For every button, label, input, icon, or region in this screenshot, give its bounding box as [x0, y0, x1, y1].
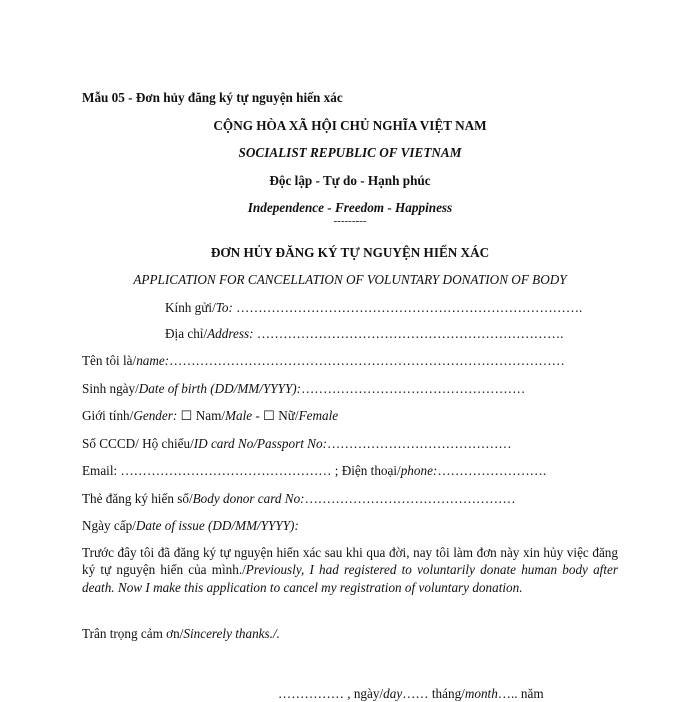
date-line[interactable]: …………… , ngày/day…… tháng/month….. năm: [278, 686, 544, 701]
closing-line: Trân trọng cảm ơn/Sincerely thanks./.: [82, 626, 280, 641]
field-date-of-birth[interactable]: Sinh ngày/Date of birth (DD/MM/YYYY):……………………………………………: [82, 381, 526, 396]
field-date-of-issue[interactable]: Ngày cấp/Date of issue (DD/MM/YYYY):: [82, 518, 299, 533]
field-address[interactable]: Địa chỉ/Address: …………………………………………………………….: [165, 326, 564, 341]
field-name[interactable]: Tên tôi là/name:………………………………………………………………………………: [82, 353, 565, 368]
national-name-en: SOCIALIST REPUBLIC OF VIETNAM: [238, 145, 462, 160]
motto-vi: Độc lập - Tự do - Hạnh phúc: [269, 173, 431, 188]
national-name-vi: CỘNG HÒA XÃ HỘI CHỦ NGHĨA VIỆT NAM: [213, 118, 487, 133]
form-code: Mẫu 05 - Đơn hủy đăng ký tự nguyện hiến xác: [82, 90, 343, 105]
header-separator: ---------: [333, 215, 367, 227]
field-donor-card[interactable]: Thẻ đăng ký hiến số/Body donor card No:…………………………………………: [82, 491, 516, 506]
female-checkbox[interactable]: ☐: [263, 408, 275, 423]
male-checkbox[interactable]: ☐: [180, 408, 193, 423]
form-title-en: APPLICATION FOR CANCELLATION OF VOLUNTARY DONATION OF BODY: [133, 272, 567, 287]
motto-en: Independence - Freedom - Happiness: [247, 200, 453, 215]
body-paragraph: Trước đây tôi đã đăng ký tự nguyện hiến xác sau khi qua đời, nay tôi làm đơn này xin hủy việc đăng ký tự nguyện hiến của mình./Previously, I had registered to voluntarily donate human body after death. Now I make this application to cancel my registration of voluntary donation.: [82, 545, 618, 595]
field-gender: Giới tính/Gender: ☐ Nam/Male - ☐ Nữ/Female: [82, 408, 339, 423]
field-to[interactable]: Kính gửi/To: …………………………………………………………………….: [165, 300, 583, 315]
field-id-card[interactable]: Số CCCD/ Hộ chiếu/ID card No/Passport No:……………………………………: [82, 436, 512, 451]
form-title-vi: ĐƠN HỦY ĐĂNG KÝ TỰ NGUYỆN HIẾN XÁC: [210, 245, 490, 260]
field-email-phone[interactable]: Email: ………………………………………… ; Điện thoại/phone:…………………….: [82, 463, 547, 478]
